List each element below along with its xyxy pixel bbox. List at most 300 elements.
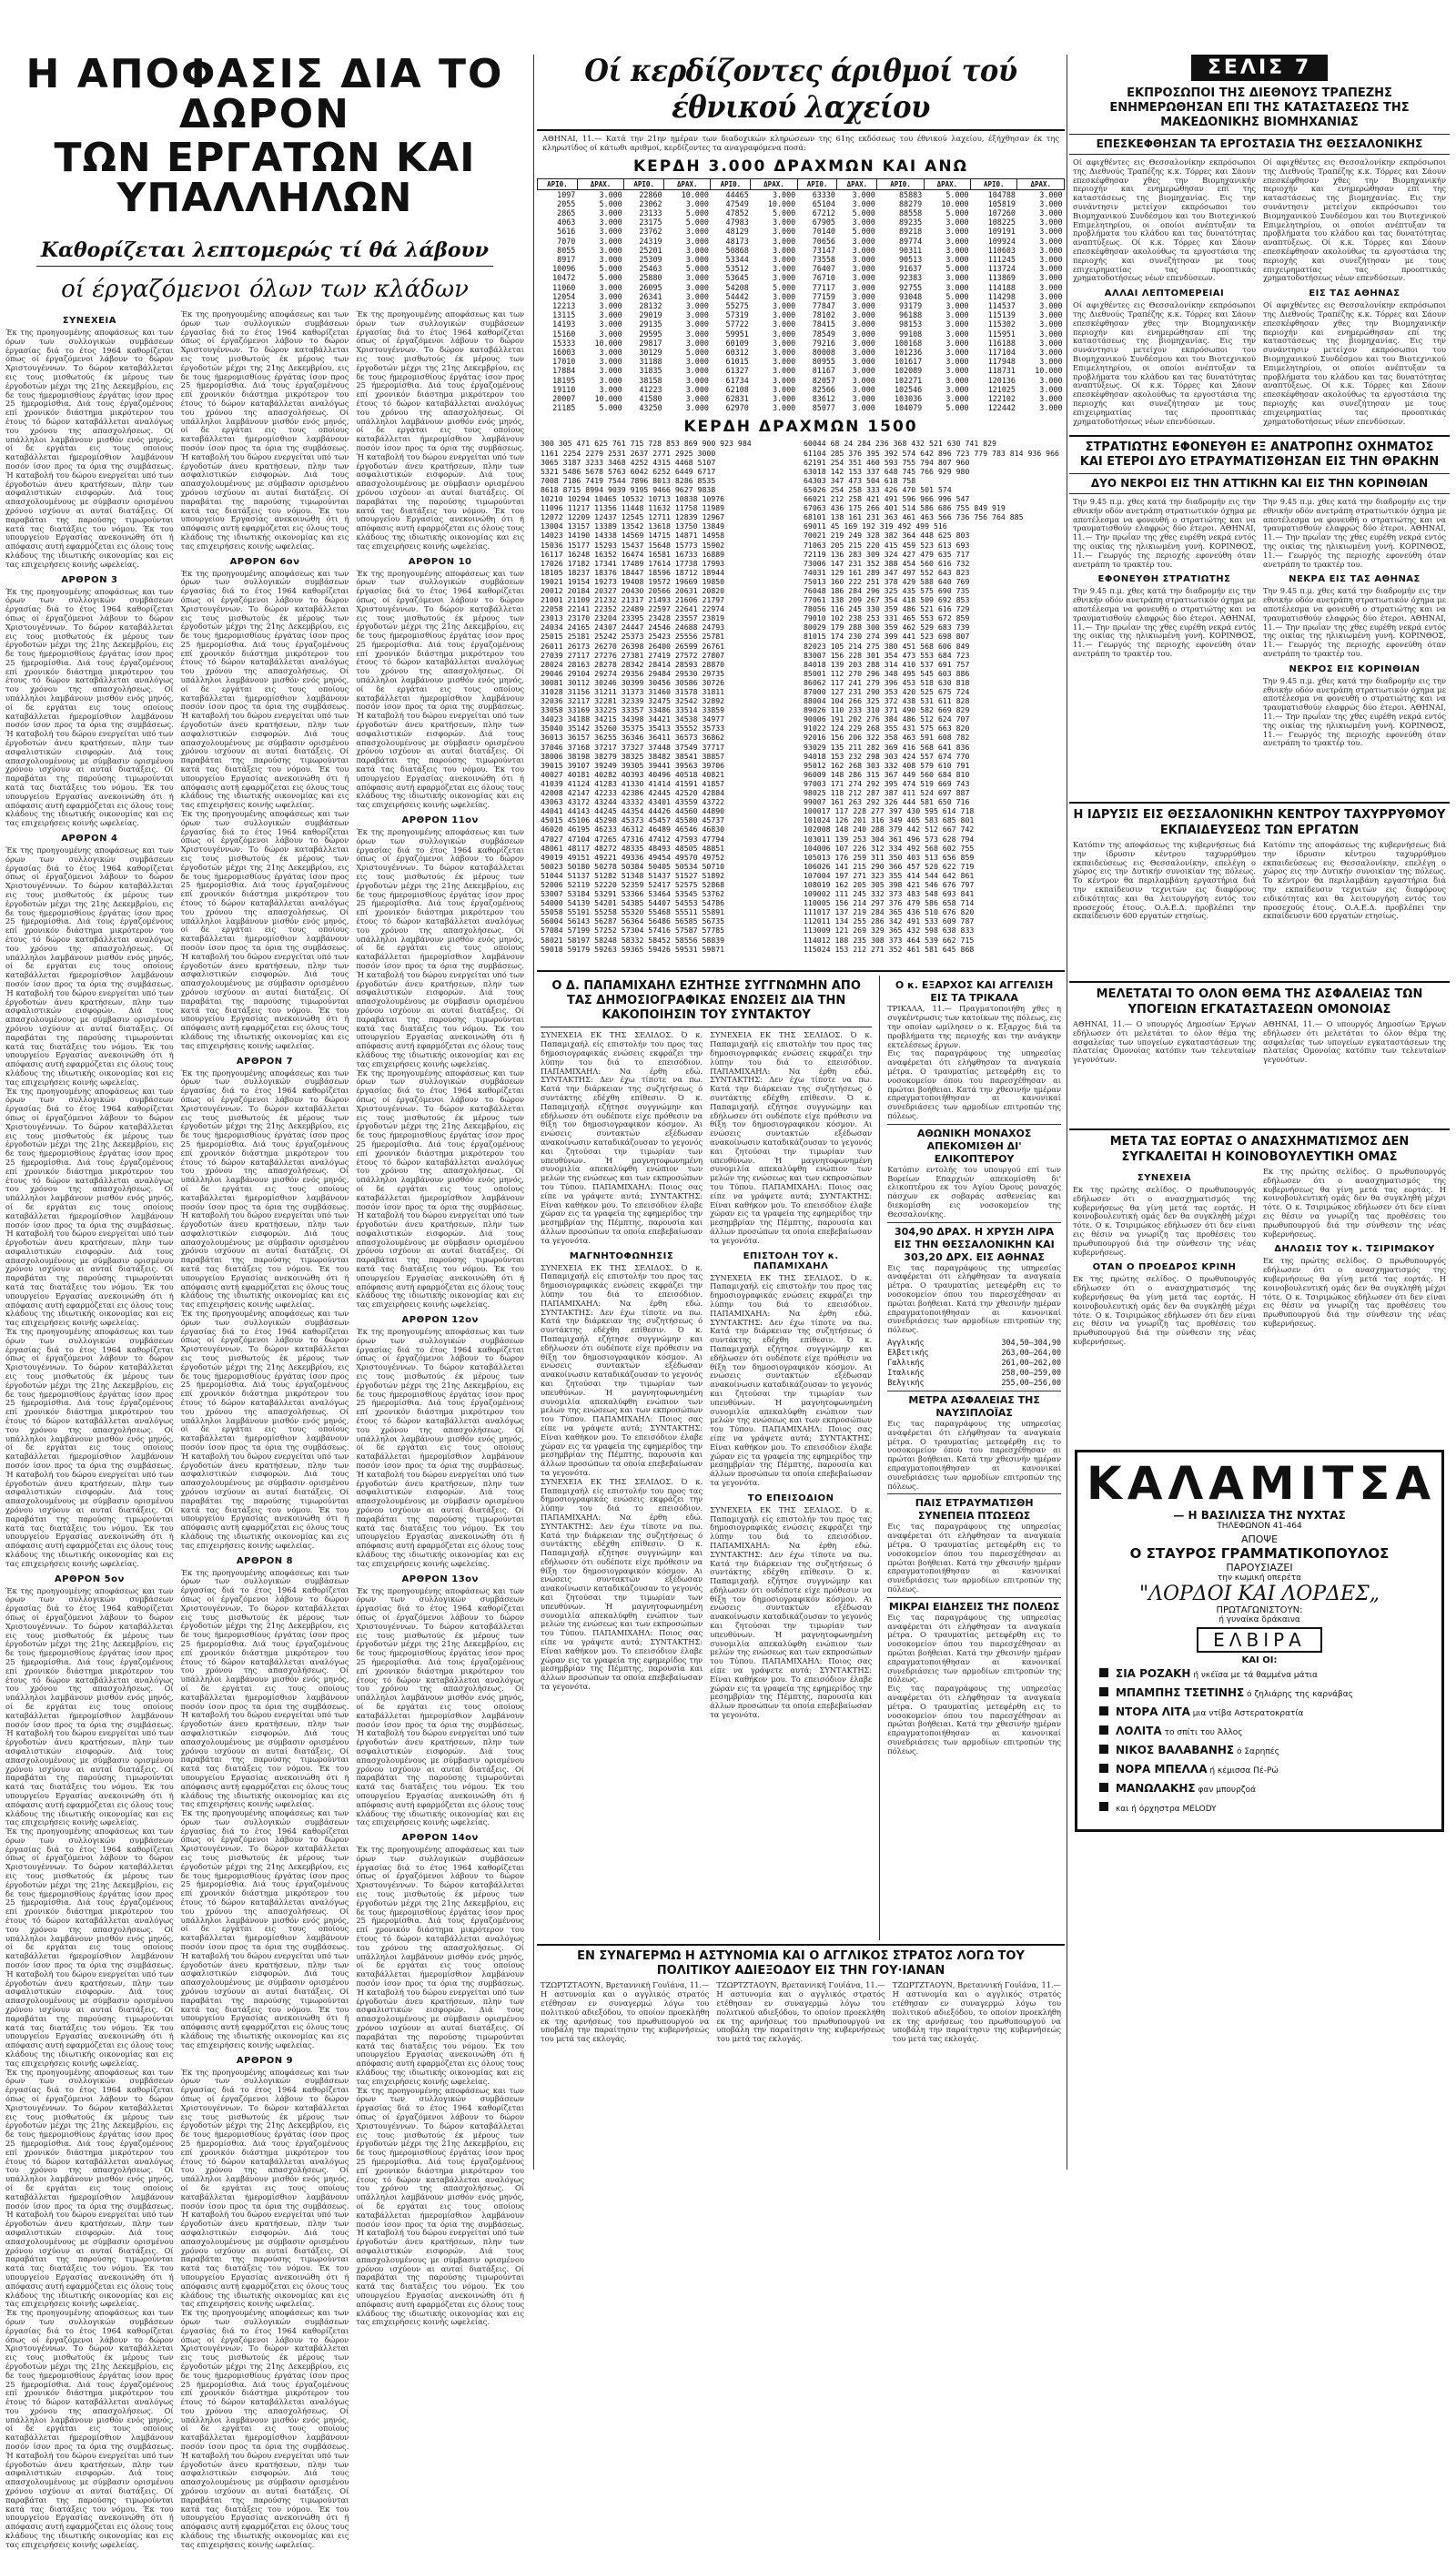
soldier-subtitle: ΔΥΟ ΝΕΚΡΟΙ ΕΙΣ ΤΗΝ ΑΤΤΙΚΗΝ ΚΑΙ ΕΙΣ ΤΗΝ ΚΟΡΙΝΘΙΑΝ xyxy=(1069,473,1450,494)
number-line: 91022 124 229 268 355 431 575 663 820 xyxy=(804,724,970,734)
table-cell: 3.000 xyxy=(772,264,796,274)
column-center xyxy=(537,0,1065,2179)
article-text: ΣΥΝΕΧΕΙΑ ΕΚ ΤΗΣ ΣΕΛΙΔΟΣ. Ό κ. Παπαμιχαήλ είς επιστολήν του προς τας δημοσιογραφικάς ενώσεις εκφράζει την λύπην του διά το επεισόδιον. ΠΑΠΑΜΙΧΑΗΛ: Να έρθη εδώ. ΣΥΝΤΑΚΤΗΣ: Δεν έχω τίποτε να πω. Κατά την διάρκειαν της συζητήσεως ό συντάκτης εδέχθη επίθεσιν. Ό κ. Παπαμιχαήλ εζήτησε συγγνώμην και εδήλωσεν ότι ουδέποτε είχε πρόθεσιν να θίξη τον δημοσιογραφικόν κόσμον. Αι ενώσεις συντακτών εξέδωσαν ανακοίνωσιν καταδικάζουσαν το γεγονός και ζητούσαι την τιμωρίαν των υπευθύνων. Ή μαγνητοφωνημένη συνομιλία απεκαλύφθη ενώπιον των μελών της ενώσεως και των εκπροσώπων του Τύπου. ΠΑΠΑΜΙΧΑΗΛ: Ποιος σας είπε να γράψετε αυτά; ΣΥΝΤΑΚΤΗΣ: Είναι καθήκον μου. Το επεισόδιον έλαβε χώραν εις τα γραφεία της εφημερίδος την μεσημβρίαν της Πέμπτης, παρουσία και άλλων προσώπων τα οποία επεβεβαίωσαν τα γεγονότα. xyxy=(710,1504,873,1720)
cast-desc: ό Σαρηπές xyxy=(1234,1747,1279,1756)
table-cell: 93179 xyxy=(898,301,923,311)
article-label: ΑΡΘΡΟΝ 13ον xyxy=(401,1574,479,1584)
number-line: 67063 436 175 266 401 514 586 686 755 849 919 xyxy=(804,503,1006,513)
number-line: 94018 153 232 298 303 424 557 674 770 xyxy=(804,751,970,761)
table-cell: 3.000 xyxy=(852,264,875,274)
number-line: 115024 153 212 271 352 461 581 645 868 xyxy=(804,944,975,954)
number-line: 102008 148 240 288 379 442 512 667 742 xyxy=(804,825,975,835)
cast-desc: μια ντίβα Αστερατοκρατία xyxy=(1189,1709,1304,1718)
table-cell: 5.000 xyxy=(945,208,969,218)
article-label: ΑΡΘΡΟΝ 14ον xyxy=(401,1833,479,1844)
lottery-headline: Οί κερδίζοντες άριθμοί τού έθνικού λαχείου xyxy=(584,53,1017,126)
table-cell: 10096 xyxy=(552,264,576,274)
monk-title: ΑΘΩΝΙΚΗ ΜΟΝΑΧΟΣ ΑΠΕΚΟΜΙΣΘΗ ΔΙ' ΕΛΙΚΟΠΤΕΡΟΥ xyxy=(916,1127,1032,1165)
table-cell: 12054 xyxy=(552,291,576,301)
article-text: ΑΘΗΝΑΙ, 11.— Ο υπουργός Δημοσίων Έργων εδήλωσεν ότι μελετάται το όλον θέμα της ασφαλείας των υπογείων εγκαταστάσεων της πλατείας Ομονοίας κατόπιν των τελευταίων γεγονότων. xyxy=(1263,1019,1446,1065)
table-cell: 92383 xyxy=(898,273,923,283)
table-cell: 1097 xyxy=(557,189,576,199)
article-text: Έκ της προηγουμένης αποφάσεως και των όρων των συλλογικών συμβάσεων έργασίας διά το έτος 1964 καθορίζεται όπως οί έργαζόμενοι λάβουν το δώρον Χριστουγέννων. Το δώρον καταβάλλεται εις τους μισθωτούς έκ μέρους των έργοδοτών μέχρι της 21ης Δεκεμβρίου, εις δε τους ήμερομισθίους έργάτας ίσον προς 25 ήμερομίσθια. Διά τους έργαζομένους επί χρονικόν διάστημα μικρότερον του έτους τό δώρον καταβάλλεται αναλόγως του χρόνου της απασχολήσεως. Οί υπάλληλοι λαμβάνουν μισθόν ενός μηνός, οί δε εργάται εις τους οποίους καταβάλλεται ήμερομίσθιον λαμβάνουν ποσόν ίσον προς τα όρια της συμβάσεως. Ή καταβολή του δώρου ενεργείται υπό των έργοδοτών άνευ κρατήσεων, πλην των ασφαλιστικών εισφορών. Διά τους απασχολουμένους με σύμβασιν ορισμένου χρόνου ισχύουν αι αυταί διατάξεις. Οί παραβάται της παρούσης τιμωρούνται κατά τας διατάξεις του νόμου. Έκ του υπουργείου Εργασίας ανεκοινώθη ότι ή απόφασις αυτή εφαρμόζεται εις όλους τους κλάδους της ιδιωτικής οικονομίας και εις τας επιχειρήσεις κοινής ωφελείας. xyxy=(5,586,174,828)
table-cell: 3.000 xyxy=(599,375,622,385)
table-cell: 3.000 xyxy=(945,319,969,329)
number-line: 12072 12209 12437 12545 12711 12839 12967 xyxy=(541,512,725,522)
table-cell: 104788 xyxy=(987,189,1016,199)
table-cell: 3.000 xyxy=(852,319,875,329)
subheadline: Καθορίζεται λεπτομερώς τί θά λάβουν xyxy=(36,238,493,267)
table-cell: 10.000 xyxy=(594,338,622,348)
table-row xyxy=(538,339,1065,348)
table-cell: 22860 xyxy=(639,189,662,199)
article-label: ΕΙΣ ΤΑΣ ΑΘΗΝΑΣ xyxy=(1309,288,1400,299)
number-line: 100017 117 228 277 397 430 595 614 718 xyxy=(804,806,975,816)
table-cell: 18195 xyxy=(552,375,576,385)
table-cell: 107260 xyxy=(987,208,1016,218)
table-cell: 3.000 xyxy=(1039,236,1063,246)
table-cell: 21185 xyxy=(552,403,576,413)
table-cell: 3.000 xyxy=(772,375,796,385)
table-cell: 15333 xyxy=(552,338,576,348)
article-text: Εκ της πρώτης σελίδος. Ο πρωθυπουργός εδήλωσεν ότι ο ανασχηματισμός της κυβερνήσεως θα γίνη μετά τας εορτάς. Η κοινοβουλευτική ομάς δεν θα συγκληθή μέχρι τότε. Ο κ. Τσιριμώκος εδήλωσεν ότι δεν είναι εις θέσιν να γνωρίζη τας προθέσεις του πρωθυπουργού διά την σύνθεσιν της νέας κυβερνήσεως. xyxy=(1263,1256,1446,1328)
article-label: ΑΡΘΡΟΝ 12ον xyxy=(401,1315,479,1326)
number-line: 23013 23170 23204 23395 23428 23557 23819 xyxy=(541,613,725,623)
number-line: 107004 197 271 323 355 414 544 642 861 xyxy=(804,870,975,880)
number-line: 19021 19154 19273 19408 19572 19669 19850 xyxy=(541,576,725,586)
table-cell: 5.000 xyxy=(685,218,709,228)
number-line: 76048 186 284 296 325 435 575 690 735 xyxy=(804,585,970,595)
article-label: ΑΡΘΡΟΝ 6ον xyxy=(229,556,300,567)
table-cell: 57722 xyxy=(725,319,749,329)
number-line: 70021 219 249 328 382 364 448 625 803 xyxy=(804,531,970,541)
table-cell: 79216 xyxy=(812,338,835,348)
table-cell: 5616 xyxy=(557,227,576,237)
table-cell: 3.000 xyxy=(599,348,622,358)
table-cell: 41223 xyxy=(639,384,662,394)
article-label: ΝΕΚΡΟΣ ΕΙΣ ΚΟΡΙΝΘΙΑΝ xyxy=(1289,663,1421,674)
cast-item xyxy=(1099,1723,1432,1742)
table-cell: 3.000 xyxy=(1039,329,1063,339)
table-cell: 3.000 xyxy=(772,236,796,246)
table-cell: 98153 xyxy=(898,319,923,329)
article-label: ΑΡΘΡΟΝ 4 xyxy=(61,834,118,845)
table-row xyxy=(538,310,1065,319)
city-news-title: ΜΙΚΡΑΙ ΕΙΔΗΣΕΙΣ ΤΗΣ ΠΟΛΕΩΣ xyxy=(888,1600,1060,1613)
table-cell: 3.000 xyxy=(772,403,796,413)
table-cell: 19110 xyxy=(552,384,576,394)
cast-desc: φαν μπουρζοά xyxy=(1195,1786,1257,1795)
article-text: Έκ της προηγουμένης αποφάσεως και των όρων των συλλογικών συμβάσεων έργασίας διά το έτος 1964 καθορίζεται όπως οί έργαζόμενοι λάβουν το δώρον Χριστουγέννων. Το δώρον καταβάλλεται εις τους μισθωτούς έκ μέρους των έργοδοτών μέχρι της 21ης Δεκεμβρίου, εις δε τους ήμερομισθίους έργάτας ίσον προς 25 ήμερομίσθια. Διά τους έργαζομένους επί χρονικόν διάστημα μικρότερον του έτους τό δώρον καταβάλλεται αναλόγως του χρόνου της απασχολήσεως. Οί υπάλληλοι λαμβάνουν μισθόν ενός μηνός, οί δε εργάται εις τους οποίους καταβάλλεται ήμερομίσθιον λαμβάνουν ποσόν ίσον προς τα όρια της συμβάσεως. Ή καταβολή του δώρου ενεργείται υπό των έργοδοτών άνευ κρατήσεων, πλην των ασφαλιστικών εισφορών. Διά τους απασχολουμένους με σύμβασιν ορισμένου χρόνου ισχύουν αι αυταί διατάξεις. Οί παραβάται της παρούσης τιμωρούνται κατά τας διατάξεις του νόμου. Έκ του υπουργείου Εργασίας ανεκοινώθη ότι ή απόφασις αυτή εφαρμόζεται εις όλους τους κλάδους της ιδιωτικής οικονομίας και εις τας επιχειρήσεις κοινής ωφελείας. xyxy=(180,1567,349,1809)
article-body xyxy=(5,309,525,2549)
number-line: 109002 111 245 332 373 483 548 693 841 xyxy=(804,889,975,899)
big-prizes-table xyxy=(537,178,1065,413)
table-cell: 3.000 xyxy=(945,338,969,348)
table-cell: 3.000 xyxy=(852,366,875,376)
table-cell: 3.000 xyxy=(852,310,875,320)
table-cell: 12213 xyxy=(552,301,576,311)
number-line: 113009 121 269 329 365 432 598 638 833 xyxy=(804,926,975,936)
table-cell: 5.000 xyxy=(852,208,875,218)
ad-cast-list xyxy=(1087,1665,1432,1818)
cast-item xyxy=(1099,1665,1432,1685)
table-row xyxy=(538,348,1065,357)
table-cell: 3.000 xyxy=(772,273,796,283)
big-prizes-title: ΚΕΡΔΗ 3.000 ΔΡΑΧΜΩΝ ΚΑΙ ΑΝΩ xyxy=(632,157,969,176)
table-cell: 3.000 xyxy=(599,366,622,376)
column-left xyxy=(0,0,530,2549)
article-text: Εις τας παραγράφους της υπηρεσίας αναφέρεται ότι ελήφθησαν τα αναγκαία μέτρα. Ο τραυματίας μετεφέρθη εις το νοσοκομείον όπου του παρεσχέθησαν αι πρώται βοήθειαι. Κατά την χθεσινήν ημέραν επραγματοποιήθησαν αι κανονικαί συνεδριάσεις των αρμοδίων επιτροπών της πόλεως. xyxy=(887,1048,1061,1121)
table-cell: 3.000 xyxy=(772,245,796,255)
divider xyxy=(1069,1128,1450,1130)
article-text: Οί αφιχθέντες εις Θεσσαλονίκην εκπρόσωποι της Διεθνούς Τραπέζης κ.κ. Τόρρες και Σάουν επεσκέφθησαν χθες την Βιομηχανικήν περιοχήν και ενημερώθησαν επί της καταστάσεως της βιομηχανίας. Εις την συνάντησιν μετείχον εκπρόσωποι του Βιομηχανικού Συνδέσμου και του Βιοτεχνικού Επιμελητηρίου, οι οποίοι ανέπτυξαν τα προβλήματα του κλάδου και τας δυνατότητας αναπτύξεως. Οί κ.κ. Τόρρες και Σάουν επεσκέφθησαν ακολούθως τα εργοστάσια της περιοχής και συνεζήτησαν με τους επιχειρηματίας τας προοπτικάς χρηματοδοτήσεως νέων επενδύσεων. xyxy=(1073,157,1256,283)
cast-desc: ή κέμισσα Πέ-Ρώ xyxy=(1207,1766,1279,1776)
article-text: Έκ της προηγουμένης αποφάσεως και των όρων των συλλογικών συμβάσεων έργασίας διά το έτος 1964 καθορίζεται όπως οί έργαζόμενοι λάβουν το δώρον Χριστουγέννων. Το δώρον καταβάλλεται εις τους μισθωτούς έκ μέρους των έργοδοτών μέχρι της 21ης Δεκεμβρίου, εις δε τους ήμερομισθίους έργάτας ίσον προς 25 ήμερομίσθια. Διά τους έργαζομένους επί χρονικόν διάστημα μικρότερον του έτους τό δώρον καταβάλλεται αναλόγως του χρόνου της απασχολήσεως. Οί υπάλληλοι λαμβάνουν μισθόν ενός μηνός, οί δε εργάται εις τους οποίους καταβάλλεται ήμερομίσθιον λαμβάνουν ποσόν ίσον προς τα όρια της συμβάσεως. Ή καταβολή του δώρου ενεργείται υπό των έργοδοτών άνευ κρατήσεων, πλην των ασφαλιστικών εισφορών. Διά τους απασχολουμένους με σύμβασιν ορισμένου χρόνου ισχύουν αι αυταί διατάξεις. Οί παραβάται της παρούσης τιμωρούνται κατά τας διατάξεις του νόμου. Έκ του υπουργείου Εργασίας ανεκοινώθη ότι ή απόφασις αυτή εφαρμόζεται εις όλους τους κλάδους της ιδιωτικής οικονομίας και εις τας επιχειρήσεις κοινής ωφελείας. xyxy=(180,1309,349,1550)
table-cell: 3.000 xyxy=(599,291,622,301)
table-cell: 77847 xyxy=(812,301,835,311)
table-cell: 55275 xyxy=(725,301,749,311)
table-cell: 3.000 xyxy=(685,236,709,246)
number-line: 3065 3187 3233 3468 4252 4315 4468 5107 xyxy=(541,457,716,467)
number-line: 40027 40181 40282 40393 40496 40518 40821 xyxy=(541,769,725,779)
table-header: ΑΡΙΘ. xyxy=(624,178,664,189)
table-cell: 3.000 xyxy=(852,384,875,394)
number-line: 92016 156 206 322 358 463 591 608 782 xyxy=(804,733,970,743)
number-line: 112011 134 255 286 342 491 533 609 787 xyxy=(804,916,975,926)
number-line: 77061 138 209 267 354 418 509 692 853 xyxy=(804,595,970,605)
theater-advertisement xyxy=(1075,1450,1444,1832)
number-line: 69011 45 169 192 319 492 499 516 xyxy=(804,521,947,531)
table-row xyxy=(538,227,1065,236)
table-cell: 26341 xyxy=(639,291,662,301)
coin-price: 258,00—259,00 xyxy=(1001,1367,1061,1377)
table-cell: 76407 xyxy=(812,264,835,274)
number-line: 57084 57199 57252 57304 57416 57587 57785 xyxy=(541,926,725,936)
table-cell: 3.000 xyxy=(852,301,875,311)
table-cell: 53512 xyxy=(725,264,749,274)
table-cell: 3.000 xyxy=(852,394,875,404)
article-label: ΑΡΘΡΟΝ 8 xyxy=(236,1555,294,1566)
apology-title: Ο Δ. ΠΑΠΑΜΙΧΑΗΛ ΕΖΗΤΗΣΕ ΣΥΓΓΝΩΜΗΝ ΑΠΟ ΤΑΣ ΔΗΜΟΣΙΟΓΡΑΦΙΚΑΣ ΕΝΩΣΕΙΣ ΔΙΑ ΤΗΝ ΚΑΚΟΠΟΙΗΣΙΝ ΤΟΥ ΣΥΝΤΑΚΤΟΥ xyxy=(541,976,872,1027)
number-line: 29046 29104 29274 29356 29484 29530 29735 xyxy=(541,668,725,678)
table-row xyxy=(538,376,1065,385)
table-cell: 3.000 xyxy=(685,319,709,329)
table-cell: 3.000 xyxy=(1039,227,1063,237)
table-cell: 67212 xyxy=(812,208,835,218)
table-cell: 54442 xyxy=(725,291,749,301)
gold-prices xyxy=(887,1338,1061,1388)
table-cell: 48173 xyxy=(725,236,749,246)
soldier-article xyxy=(1069,498,1450,798)
table-row xyxy=(538,199,1065,208)
table-cell: 3.000 xyxy=(685,310,709,320)
table-cell: 3.000 xyxy=(772,227,796,237)
table-cell: 23762 xyxy=(639,227,662,237)
table-cell: 3.000 xyxy=(685,291,709,301)
table-cell: 5.000 xyxy=(945,291,969,301)
table-cell: 29595 xyxy=(639,329,662,339)
article-text: Εις τας παραγράφους της υπηρεσίας αναφέρεται ότι ελήφθησαν τα αναγκαία μέτρα. Ο τραυματίας μετεφέρθη εις το νοσοκομείον όπου του παρεσχέθησαν αι πρώται βοήθειαι. Κατά την χθεσινήν ημέραν επραγματοποιήθησαν αι κανονικαί συνεδριάσεις των αρμοδίων επιτροπών της πόλεως. xyxy=(887,1612,1061,1685)
gold-title: 304,90 ΔΡΑΧ. Η ΧΡΥΣΗ ΛΙΡΑ ΕΙΣ ΤΗΝ ΘΕΣΣΑΛΟΝΙΚΗΝ ΚΑΙ 303,20 ΔΡΧ. ΕΙΣ ΑΘΗΝΑΣ xyxy=(894,1225,1055,1263)
bullet-icon xyxy=(1099,1802,1108,1811)
table-cell: 3.000 xyxy=(599,245,622,255)
table-cell: 3.000 xyxy=(1039,338,1063,348)
table-row xyxy=(538,319,1065,329)
article-label: ΝΕΚΡΑ ΕΙΣ ΤΑΣ ΑΘΗΝΑΣ xyxy=(1289,574,1421,585)
table-cell: 23062 xyxy=(639,198,662,208)
table-header: ΑΡΙΘ. xyxy=(797,178,837,189)
article-text: Έκ της προηγουμένης αποφάσεως και των όρων των συλλογικών συμβάσεων έργασίας διά το έτος 1964 καθορίζεται όπως οί έργαζόμενοι λάβουν το δώρον Χριστουγέννων. Το δώρον καταβάλλεται εις τους μισθωτούς έκ μέρους των έργοδοτών μέχρι της 21ης Δεκεμβρίου, εις δε τους ήμερομισθίους έργάτας ίσον προς 25 ήμερομίσθια. Διά τους έργαζομένους επί χρονικόν διάστημα μικρότερον του έτους τό δώρον καταβάλλεται αναλόγως του χρόνου της απασχολήσεως. Οί υπάλληλοι λαμβάνουν μισθόν ενός μηνός, οί δε εργάται εις τους οποίους καταβάλλεται ήμερομίσθιον λαμβάνουν ποσόν ίσον προς τα όρια της συμβάσεως. Ή καταβολή του δώρου ενεργείται υπό των έργοδοτών άνευ κρατήσεων, πλην των ασφαλιστικών εισφορών. Διά τους απασχολουμένους με σύμβασιν ορισμένου χρόνου ισχύουν αι αυταί διατάξεις. Οί παραβάται της παρούσης τιμωρούνται κατά τας διατάξεις του νόμου. Έκ του υπουργείου Εργασίας ανεκοινώθη ότι ή απόφασις αυτή εφαρμόζεται εις όλους τους κλάδους της ιδιωτικής οικονομίας και εις τας επιχειρήσεις κοινής ωφελείας. xyxy=(180,568,349,810)
number-line: 73006 147 231 352 388 454 560 616 732 xyxy=(804,558,970,568)
coin-name: Ελβετικής xyxy=(887,1347,929,1357)
article-text: Κατόπιν της αποφάσεως της κυβερνήσεως διά την ίδρυσιν κέντρου ταχυρρύθμου εκπαιδεύσεως εις Θεσσαλονίκην, επελέγη ο χώρος εις την Δυτικήν συνοικίαν της πόλεως. Το κέντρον θα περιλαμβάνη εργαστήρια διά την εκπαίδευσιν τεχνιτών εις διαφόρους ειδικότητας και θα λειτουργήση εντός του προσεχούς έτους. Ο.Α.Ε.Δ. προβλέπει την εκπαίδευσιν 600 εργατών ετησίως. xyxy=(1073,840,1256,921)
table-cell: 3.000 xyxy=(852,338,875,348)
table-cell: 80008 xyxy=(812,348,835,358)
table-cell: 3.000 xyxy=(772,189,796,199)
cast-item xyxy=(1099,1780,1432,1799)
table-cell: 73558 xyxy=(812,255,835,265)
cast-desc: και ή όρχηστρα MELODY xyxy=(1116,1805,1217,1814)
table-cell: 3.000 xyxy=(772,366,796,376)
table-cell: 85077 xyxy=(812,403,835,413)
table-row xyxy=(538,283,1065,292)
table-cell: 73147 xyxy=(812,245,835,255)
number-line: 28024 28163 28278 28342 28414 28593 28870 xyxy=(541,659,725,669)
table-cell: 3.000 xyxy=(1039,264,1063,274)
table-cell: 61327 xyxy=(725,366,749,376)
cast-name: ΝΤΟΡΑ ΛΙΤΑ xyxy=(1116,1705,1190,1718)
table-cell: 3.000 xyxy=(852,403,875,413)
number-line: 22058 22141 22352 22489 22597 22641 22974 xyxy=(541,604,725,614)
number-line: 108019 162 205 305 398 421 546 676 797 xyxy=(804,879,975,889)
number-line: 52006 52119 52220 52359 52417 52575 52868 xyxy=(541,879,725,889)
article-text: Εκ της πρώτης σελίδος. Ο πρωθυπουργός εδήλωσεν ότι ο ανασχηματισμός της κυβερνήσεως θα γίνη μετά τας εορτάς. Η κοινοβουλευτική ομάς δεν θα συγκληθή μέχρι τότε. Ο κ. Τσιριμώκος εδήλωσεν ότι δεν είναι εις θέσιν να γνωρίζη τας προθέσεις του πρωθυπουργού διά την σύνθεσιν της νέας κυβερνήσεως. xyxy=(1263,1167,1446,1239)
article-label: ΑΡΘΡΟΝ 9 xyxy=(236,2055,294,2066)
table-cell: 62970 xyxy=(725,403,749,413)
table-header: ΔΡΑΧ. xyxy=(924,178,970,189)
table-cell: 3.000 xyxy=(852,273,875,283)
article-text: Έκ της προηγουμένης αποφάσεως και των όρων των συλλογικών συμβάσεων έργασίας διά το έτος 1964 καθορίζεται όπως οί έργαζόμενοι λάβουν το δώρον Χριστουγέννων. Το δώρον καταβάλλεται εις τους μισθωτούς έκ μέρους των έργοδοτών μέχρι της 21ης Δεκεμβρίου, εις δε τους ήμερομισθίους έργάτας ίσον προς 25 ήμερομίσθια. Διά τους έργαζομένους επί χρονικόν διάστημα μικρότερον του έτους τό δώρον καταβάλλεται αναλόγως του χρόνου της απασχολήσεως. Οί υπάλληλοι λαμβάνουν μισθόν ενός μηνός, οί δε εργάται εις τους οποίους καταβάλλεται ήμερομίσθιον λαμβάνουν ποσόν ίσον προς τα όρια της συμβάσεως. Ή καταβολή του δώρου ενεργείται υπό των έργοδοτών άνευ κρατήσεων, πλην των ασφαλιστικών εισφορών. Διά τους απασχολουμένους με σύμβασιν ορισμένου χρόνου ισχύουν αι αυταί διατάξεις. Οί παραβάται της παρούσης τιμωρούνται κατά τας διατάξεις του νόμου. Έκ του υπουργείου Εργασίας ανεκοινώθη ότι ή απόφασις αυτή εφαρμόζεται εις όλους τους κλάδους της ιδιωτικής οικονομίας και εις τας επιχειρήσεις κοινής ωφελείας. xyxy=(5,1327,174,1568)
article-text: ΤΖΩΡΤΖΤΑΟΥΝ, Βρεταννική Γουϊάνα, 11.— Η αστυνομία και ο αγγλικός στρατός ετέθησαν εν συναγερμώ λόγω του πολιτικού αδιεξόδου, το οποίον προεκλήθη εκ της αρνήσεως του πρωθυπουργού να υποβάλη την παραίτησιν της κυβερνήσεώς του μετά τας εκλογάς. xyxy=(892,1980,1061,2044)
subheadline-2: οί έργαζόμενοι όλων των κλάδων xyxy=(61,276,469,303)
table-cell: 20007 xyxy=(552,394,576,404)
table-cell: 76710 xyxy=(812,273,835,283)
table-cell: 96188 xyxy=(898,310,923,320)
table-cell: 47852 xyxy=(725,208,749,218)
number-line: 55058 55191 55258 55320 55468 55511 55891 xyxy=(541,907,725,917)
table-cell: 113724 xyxy=(987,264,1016,274)
table-cell: 78102 xyxy=(812,310,835,320)
table-cell: 121025 xyxy=(987,384,1016,394)
table-cell: 3.000 xyxy=(1039,245,1063,255)
article-text: Έκ της προηγουμένης αποφάσεως και των όρων των συλλογικών συμβάσεων έργασίας διά το έτος 1964 καθορίζεται όπως οί έργαζόμενοι λάβουν το δώρον Χριστουγέννων. Το δώρον καταβάλλεται εις τους μισθωτούς έκ μέρους των έργοδοτών μέχρι της 21ης Δεκεμβρίου, εις δε τους ήμερομισθίους έργάτας ίσον προς 25 ήμερομίσθια. Διά τους έργαζομένους επί χρονικόν διάστημα μικρότερον του έτους τό δώρον καταβάλλεται αναλόγως του χρόνου της απασχολήσεως. Οί υπάλληλοι λαμβάνουν μισθόν ενός μηνός, οί δε εργάται εις τους οποίους καταβάλλεται ήμερομίσθιον λαμβάνουν ποσόν ίσον προς τα όρια της συμβάσεως. Ή καταβολή του δώρου ενεργείται υπό των έργοδοτών άνευ κρατήσεων, πλην των ασφαλιστικών εισφορών. Διά τους απασχολουμένους με σύμβασιν ορισμένου χρόνου ισχύουν αι αυταί διατάξεις. Οί παραβάται της παρούσης τιμωρούνται κατά τας διατάξεις του νόμου. Έκ του υπουργείου Εργασίας ανεκοινώθη ότι ή απόφασις αυτή εφαρμόζεται εις όλους τους κλάδους της ιδιωτικής οικονομίας και εις τας επιχειρήσεις κοινής ωφελείας. xyxy=(180,1068,349,1310)
table-cell: 3.000 xyxy=(772,329,796,339)
cast-item xyxy=(1099,1761,1432,1780)
number-line: 74031 129 161 289 347 497 552 643 823 xyxy=(804,567,970,577)
soldier-title: ΣΤΡΑΤΙΩΤΗΣ ΕΦΟΝΕΥΘΗ ΕΞ ΑΝΑΤΡΟΠΗΣ ΟΧΗΜΑΤΟΣ ΚΑΙ ΕΤΕΡΟΙ ΔΥΟ ΕΤΡΑΥΜΑΤΙΣΘΗΣΑΝ ΕΙΣ ΤΗΝ ΘΡΑΚΗΝ xyxy=(1079,440,1440,469)
table-cell: 30129 xyxy=(639,348,662,358)
article-text: Εις τας παραγράφους της υπηρεσίας αναφέρεται ότι ελήφθησαν τα αναγκαία μέτρα. Ο τραυματίας μετεφέρθη εις το νοσοκομείον όπου του παρεσχέθησαν αι πρώται βοήθειαι. Κατά την χθεσινήν ημέραν επραγματοποιήθησαν αι κανονικαί συνεδριάσεις των αρμοδίων επιτροπών της πόλεως. xyxy=(887,1262,1061,1335)
table-cell: 3.000 xyxy=(599,310,622,320)
article-text: Εκ της πρώτης σελίδος. Ο πρωθυπουργός εδήλωσεν ότι ο ανασχηματισμός της κυβερνήσεως θα γίνη μετά τας εορτάς. Η κοινοβουλευτική ομάς δεν θα συγκληθή μέχρι τότε. Ο κ. Τσιριμώκος εδήλωσεν ότι δεν είναι εις θέσιν να γνωρίζη τας προθέσεις του πρωθυπουργού διά την σύνθεσιν της νέας κυβερνήσεως. xyxy=(1073,1274,1256,1346)
table-cell: 3.000 xyxy=(945,357,969,367)
divider xyxy=(537,970,1065,972)
number-line: 62191 254 351 460 593 755 794 807 960 xyxy=(804,457,970,467)
article-label: ΑΛΛΑΙ ΛΕΠΤΟΜΕΡΕΙΑΙ xyxy=(1104,288,1225,299)
number-line: 61104 285 376 395 392 574 642 896 723 779 783 814 936 966 xyxy=(804,448,1059,458)
table-cell: 114537 xyxy=(987,301,1016,311)
table-cell: 3.000 xyxy=(852,236,875,246)
coin-name: Ιταλικής xyxy=(887,1367,925,1377)
number-line: 44041 44143 44245 44354 44426 44560 44890 xyxy=(541,806,725,816)
table-cell: 61734 xyxy=(725,375,749,385)
article-label: ΟΤΑΝ Ο ΠΡΟΕΔΡΟΣ ΚΡΙΝΗ xyxy=(1092,1262,1237,1273)
number-line: 98025 118 212 287 387 411 524 697 887 xyxy=(804,788,970,798)
article-text: Την 9.45 π.μ. χθες κατά την διαδρομήν εις την εθνικήν οδόν ανετράπη στρατιωτικόν όχημα με αποτέλεσμα να φονευθή ο στρατιώτης και να τραυματισθούν ελαφρώς δύο έτεροι. ΑΘΗΝΑΙ, 11.— Την πρωΐαν της χθες ευρέθη νεκρά εντός της οικίας της ηλικιωμένη γυνή. ΚΟΡΙΝΘΟΣ, 11.— Γεωργός της περιοχής εφονεύθη όταν ανετράπη το τρακτέρ του. xyxy=(1263,675,1446,748)
table-cell: 3.000 xyxy=(772,348,796,358)
number-line: 64303 347 473 504 618 758 xyxy=(804,475,916,485)
table-cell: 5.000 xyxy=(599,273,622,283)
article-text: Κατόπιν της αποφάσεως της κυβερνήσεως διά την ίδρυσιν κέντρου ταχυρρύθμου εκπαιδεύσεως εις Θεσσαλονίκην, επελέγη ο χώρος εις την Δυτικήν συνοικίαν της πόλεως. Το κέντρον θα περιλαμβάνη εργαστήρια διά την εκπαίδευσιν τεχνιτών εις διαφόρους ειδικότητας και θα λειτουργήση εντός του προσεχούς έτους. Ο.Α.Ε.Δ. προβλέπει την εκπαίδευσιν 600 εργατών ετησίως. xyxy=(1263,840,1446,921)
bullet-icon xyxy=(1099,1745,1108,1754)
table-cell: 3.000 xyxy=(945,301,969,311)
table-cell: 57319 xyxy=(725,310,749,320)
table-cell: 3.000 xyxy=(599,384,622,394)
number-line: 58021 58197 58248 58332 58452 58556 58839 xyxy=(541,935,725,945)
ad-elvira: ΕΛΒΙΡΑ xyxy=(1197,1627,1322,1653)
table-cell: 43250 xyxy=(639,403,662,413)
number-line: 41039 41124 41283 41330 41414 41591 41857 xyxy=(541,778,725,788)
table-cell: 3.000 xyxy=(1039,208,1063,218)
article-text: Έκ της προηγουμένης αποφάσεως και των όρων των συλλογικών συμβάσεων έργασίας διά το έτος 1964 καθορίζεται όπως οί έργαζόμενοι λάβουν το δώρον Χριστουγέννων. Το δώρον καταβάλλεται εις τους μισθωτούς έκ μέρους των έργοδοτών μέχρι της 21ης Δεκεμβρίου, εις δε τους ήμερομισθίους έργάτας ίσον προς 25 ήμερομίσθια. Διά τους έργαζομένους επί χρονικόν διάστημα μικρότερον του έτους τό δώρον καταβάλλεται αναλόγως του χρόνου της απασχολήσεως. Οί υπάλληλοι λαμβάνουν μισθόν ενός μηνός, οί δε εργάται εις τους οποίους καταβάλλεται ήμερομίσθιον λαμβάνουν ποσόν ίσον προς τα όρια της συμβάσεως. Ή καταβολή του δώρου ενεργείται υπό των έργοδοτών άνευ κρατήσεων, πλην των ασφαλιστικών εισφορών. Διά τους απασχολουμένους με σύμβασιν ορισμένου χρόνου ισχύουν αι αυταί διατάξεις. Οί παραβάται της παρούσης τιμωρούνται κατά τας διατάξεις του νόμου. Έκ του υπουργείου Εργασίας ανεκοινώθη ότι ή απόφασις αυτή εφαρμόζεται εις όλους τους κλάδους της ιδιωτικής οικονομίας και εις τας επιχειρήσεις κοινής ωφελείας. xyxy=(5,2067,174,2309)
article-text: Έκ της προηγουμένης αποφάσεως και των όρων των συλλογικών συμβάσεων έργασίας διά το έτος 1964 καθορίζεται όπως οί έργαζόμενοι λάβουν το δώρον Χριστουγέννων. Το δώρον καταβάλλεται εις τους μισθωτούς έκ μέρους των έργοδοτών μέχρι της 21ης Δεκεμβρίου, εις δε τους ήμερομισθίους έργάτας ίσον προς 25 ήμερομίσθια. Διά τους έργαζομένους επί χρονικόν διάστημα μικρότερον του έτους τό δώρον καταβάλλεται αναλόγως του χρόνου της απασχολήσεως. Οί υπάλληλοι λαμβάνουν μισθόν ενός μηνός, οί δε εργάται εις τους οποίους καταβάλλεται ήμερομίσθιον λαμβάνουν ποσόν ίσον προς τα όρια της συμβάσεως. Ή καταβολή του δώρου ενεργείται υπό των έργοδοτών άνευ κρατήσεων, πλην των ασφαλιστικών εισφορών. Διά τους απασχολουμένους με σύμβασιν ορισμένου χρόνου ισχύουν αι αυταί διατάξεις. Οί παραβάται της παρούσης τιμωρούνται κατά τας διατάξεις του νόμου. Έκ του υπουργείου Εργασίας ανεκοινώθη ότι ή απόφασις αυτή εφαρμόζεται εις όλους τους κλάδους της ιδιωτικής οικονομίας και εις τας επιχειρήσεις κοινής ωφελείας. xyxy=(180,309,349,551)
safety-article xyxy=(1069,1017,1450,1125)
table-cell: 3.000 xyxy=(685,338,709,348)
cast-item xyxy=(1099,1685,1432,1704)
table-cell: 3.000 xyxy=(1039,218,1063,228)
table-cell: 89774 xyxy=(898,236,923,246)
article-label: ΑΡΘΡΟΝ 5ον xyxy=(54,1574,125,1584)
number-line: 35040 35142 35260 35375 35413 35552 35733 xyxy=(541,724,725,734)
cast-name: ΛΟΛΙΤΑ xyxy=(1116,1725,1162,1737)
number-line: 88004 104 266 325 372 438 531 611 828 xyxy=(804,696,970,706)
number-line: 65026 254 258 333 426 470 501 574 xyxy=(804,484,952,494)
cast-item xyxy=(1099,1742,1432,1761)
number-line: 32036 32117 32281 32339 32475 32542 32892 xyxy=(541,696,725,706)
table-cell: 99108 xyxy=(898,329,923,339)
cast-name: ΜΑΝΩΛΑΚΗΣ xyxy=(1116,1782,1196,1795)
article-text: Έκ της προηγουμένης αποφάσεως και των όρων των συλλογικών συμβάσεων έργασίας διά το έτος 1964 καθορίζεται όπως οί έργαζόμενοι λάβουν το δώρον Χριστουγέννων. Το δώρον καταβάλλεται εις τους μισθωτούς έκ μέρους των έργοδοτών μέχρι της 21ης Δεκεμβρίου, εις δε τους ήμερομισθίους έργάτας ίσον προς 25 ήμερομίσθια. Διά τους έργαζομένους επί χρονικόν διάστημα μικρότερον του έτους τό δώρον καταβάλλεται αναλόγως του χρόνου της απασχολήσεως. Οί υπάλληλοι λαμβάνουν μισθόν ενός μηνός, οί δε εργάται εις τους οποίους καταβάλλεται ήμερομίσθιον λαμβάνουν ποσόν ίσον προς τα όρια της συμβάσεως. Ή καταβολή του δώρου ενεργείται υπό των έργοδοτών άνευ κρατήσεων, πλην των ασφαλιστικών εισφορών. Διά τους απασχολουμένους με σύμβασιν ορισμένου χρόνου ισχύουν αι αυταί διατάξεις. Οί παραβάται της παρούσης τιμωρούνται κατά τας διατάξεις του νόμου. Έκ του υπουργείου Εργασίας ανεκοινώθη ότι ή απόφασις αυτή εφαρμόζεται εις όλους τους κλάδους της ιδιωτικής οικονομίας και εις τας επιχειρήσεις κοινής ωφελείας. xyxy=(180,1808,349,2049)
number-line: 300 305 471 625 761 715 728 853 869 900 923 984 xyxy=(541,439,752,449)
table-cell: 117948 xyxy=(987,357,1016,367)
ad-star: Ο ΣΤΑΥΡΟΣ ΓΡΑΜΜΑΤΙΚΟΠΟΥΛΟΣ xyxy=(1129,1545,1390,1562)
table-cell: 17010 xyxy=(552,357,576,367)
table-cell: 24319 xyxy=(639,236,662,246)
table-cell: 3.000 xyxy=(945,255,969,265)
divider xyxy=(1069,981,1450,983)
article-text: ΣΥΝΕΧΕΙΑ ΕΚ ΤΗΣ ΣΕΛΙΔΟΣ. Ό κ. Παπαμιχαήλ είς επιστολήν του προς τας δημοσιογραφικάς ενώσεις εκφράζει την λύπην του διά το επεισόδιον. ΠΑΠΑΜΙΧΑΗΛ: Να έρθη εδώ. ΣΥΝΤΑΚΤΗΣ: Δεν έχω τίποτε να πω. Κατά την διάρκειαν της συζητήσεως ό συντάκτης εδέχθη επίθεσιν. Ό κ. Παπαμιχαήλ εζήτησε συγγνώμην και εδήλωσεν ότι ουδέποτε είχε πρόθεσιν να θίξη τον δημοσιογραφικόν κόσμον. Αι ενώσεις συντακτών εξέδωσαν ανακοίνωσιν καταδικάζουσαν το γεγονός και ζητούσαι την τιμωρίαν των υπευθύνων. Ή μαγνητοφωνημένη συνομιλία απεκαλύφθη ενώπιον των μελών της ενώσεως και των εκπροσώπων του Τύπου. ΠΑΠΑΜΙΧΑΗΛ: Ποιος σας είπε να γράψετε αυτά; ΣΥΝΤΑΚΤΗΣ: Είναι καθήκον μου. Το επεισόδιον έλαβε χώραν εις τα γραφεία της εφημερίδος την μεσημβρίαν της Πέμπτης, παρουσία και άλλων προσώπων τα οποία επεβεβαίωσαν τα γεγονότα. xyxy=(710,1030,873,1245)
article-label: ΑΡΘΡΟΝ 10 xyxy=(408,556,472,567)
cast-desc: το σπίτι του Άλλος xyxy=(1161,1728,1243,1737)
table-cell: 115302 xyxy=(987,319,1016,329)
table-cell: 3.000 xyxy=(1039,291,1063,301)
table-cell: 5.000 xyxy=(599,198,622,208)
training-title: Η ΙΔΡΥΣΙΣ ΕΙΣ ΘΕΣΣΑΛΟΝΙΚΗΝ ΚΕΝΤΡΟΥ ΤΑΧΥΡΡΥΘΜΟΥ ΕΚΠΑΙΔΕΥΣΕΩΣ ΤΩΝ ΕΡΓΑΤΩΝ xyxy=(1073,808,1446,837)
bullet-icon xyxy=(1099,1687,1108,1696)
table-cell: 53344 xyxy=(725,255,749,265)
table-cell: 10.000 xyxy=(681,189,709,199)
table-cell: 82057 xyxy=(812,375,835,385)
table-row xyxy=(538,237,1065,246)
table-cell: 3.000 xyxy=(1039,273,1063,283)
gold-price-row xyxy=(887,1378,1061,1388)
cast-desc: ή νκέϊσα με τά θαμμένα μάτια xyxy=(1190,1671,1318,1680)
table-cell: 3.000 xyxy=(599,282,622,292)
table-header: ΔΡΑΧ. xyxy=(577,178,623,189)
number-line: 96009 148 286 315 367 449 560 684 810 xyxy=(804,769,970,779)
article-text: Εις τας παραγράφους της υπηρεσίας αναφέρεται ότι ελήφθησαν τα αναγκαία μέτρα. Ο τραυματίας μετεφέρθη εις το νοσοκομείον όπου του παρεσχέθησαν αι πρώται βοήθειαι. Κατά την χθεσινήν ημέραν επραγματοποιήθησαν αι κανονικαί συνεδριάσεις των αρμοδίων επιτροπών της πόλεως. xyxy=(887,1418,1061,1491)
table-cell: 3.000 xyxy=(685,366,709,376)
table-cell: 122442 xyxy=(987,403,1016,413)
table-cell: 3.000 xyxy=(945,348,969,358)
article-label: ΤΟ ΕΠΕΙΣΟΔΙΟΝ xyxy=(747,1493,834,1503)
table-cell: 25463 xyxy=(639,264,662,274)
article-text: Οί αφιχθέντες εις Θεσσαλονίκην εκπρόσωποι της Διεθνούς Τραπέζης κ.κ. Τόρρες και Σάουν επεσκέφθησαν χθες την Βιομηχανικήν περιοχήν και ενημερώθησαν επί της καταστάσεως της βιομηχανίας. Εις την συνάντησιν μετείχον εκπρόσωποι του Βιομηχανικού Συνδέσμου και του Βιοτεχνικού Επιμελητηρίου, οι οποίοι ανέπτυξαν τα προβλήματα του κλάδου και τας δυνατότητας αναπτύξεως. Οί κ.κ. Τόρρες και Σάουν επεσκέφθησαν ακολούθως τα εργοστάσια της περιοχής και συνεζήτησαν με τους επιχειρηματίας τας προοπτικάς χρηματοδοτήσεως νέων επενδύσεων. xyxy=(1263,300,1446,426)
table-cell: 5.000 xyxy=(685,264,709,274)
table-cell: 3.000 xyxy=(1039,403,1063,413)
table-cell: 3.000 xyxy=(685,329,709,339)
table-cell: 29019 xyxy=(639,310,662,320)
article-text: Έκ της προηγουμένης αποφάσεως και των όρων των συλλογικών συμβάσεων έργασίας διά το έτος 1964 καθορίζεται όπως οί έργαζόμενοι λάβουν το δώρον Χριστουγέννων. Το δώρον καταβάλλεται εις τους μισθωτούς έκ μέρους των έργοδοτών μέχρι της 21ης Δεκεμβρίου, εις δε τους ήμερομισθίους έργάτας ίσον προς 25 ήμερομίσθια. Διά τους έργαζομένους επί χρονικόν διάστημα μικρότερον του έτους τό δώρον καταβάλλεται αναλόγως του χρόνου της απασχολήσεως. Οί υπάλληλοι λαμβάνουν μισθόν ενός μηνός, οί δε εργάται εις τους οποίους καταβάλλεται ήμερομίσθιον λαμβάνουν ποσόν ίσον προς τα όρια της συμβάσεως. Ή καταβολή του δώρου ενεργείται υπό των έργοδοτών άνευ κρατήσεων, πλην των ασφαλιστικών εισφορών. Διά τους απασχολουμένους με σύμβασιν ορισμένου χρόνου ισχύουν αι αυταί διατάξεις. Οί παραβάται της παρούσης τιμωρούνται κατά τας διατάξεις του νόμου. Έκ του υπουργείου Εργασίας ανεκοινώθη ότι ή απόφασις αυτή εφαρμόζεται εις όλους τους κλάδους της ιδιωτικής οικονομίας και εις τας επιχειρήσεις κοινής ωφελείας. xyxy=(356,1845,525,2086)
number-line: 99007 161 263 292 326 444 581 650 716 xyxy=(804,797,970,807)
guyana-article xyxy=(537,1978,1065,2044)
table-row xyxy=(538,189,1065,199)
number-line: 34023 34188 34215 34398 34421 34538 34977 xyxy=(541,714,725,724)
number-line: 111017 137 219 284 365 436 510 676 820 xyxy=(804,907,975,917)
number-line: 38006 38198 38279 38325 38482 38541 38857 xyxy=(541,751,725,761)
article-text: Την 9.45 π.μ. χθες κατά την διαδρομήν εις την εθνικήν οδόν ανετράπη στρατιωτικόν όχημα με αποτέλεσμα να φονευθή ο στρατιώτης και να τραυματισθούν ελαφρώς δύο έτεροι. ΑΘΗΝΑΙ, 11.— Την πρωΐαν της χθες ευρέθη νεκρά εντός της οικίας της ηλικιωμένη γυνή. ΚΟΡΙΝΘΟΣ, 11.— Γεωργός της περιοχής εφονεύθη όταν ανετράπη το τρακτέρ του. xyxy=(1073,497,1256,569)
number-line: 84018 139 203 288 314 410 537 691 757 xyxy=(804,659,970,669)
table-cell: 110603 xyxy=(987,245,1016,255)
number-line: 85001 112 270 296 348 495 545 603 886 xyxy=(804,668,970,678)
article-text: ΤΖΩΡΤΖΤΑΟΥΝ, Βρεταννική Γουϊάνα, 11.— Η αστυνομία και ο αγγλικός στρατός ετέθησαν εν συναγερμώ λόγω του πολιτικού αδιεξόδου, το οποίον προεκλήθη εκ της αρνήσεως του πρωθυπουργού να υποβάλη την παραίτησιν της κυβερνήσεώς του μετά τας εκλογάς. xyxy=(716,1980,885,2044)
cast-name: ΜΠΑΜΠΗΣ ΤΣΕΤΙΝΗΣ xyxy=(1116,1686,1245,1699)
table-cell: 13115 xyxy=(552,310,576,320)
cast-name: ΝΙΚΟΣ ΒΑΛΑΒΑΝΗΣ xyxy=(1116,1744,1235,1756)
number-line: 51044 51137 51282 51348 51437 51527 51892 xyxy=(541,870,725,880)
table-cell: 3.000 xyxy=(945,227,969,237)
column-rule xyxy=(533,55,534,2170)
gold-price-row xyxy=(887,1338,1061,1348)
shipping-title: ΜΕΤΡΑ ΑΣΦΑΛΕΙΑΣ ΤΗΣ ΝΑΥΣΙΠΛΟΪΑΣ xyxy=(908,1393,1040,1419)
table-cell: 3.000 xyxy=(852,282,875,292)
coin-name: Αγγλικής xyxy=(887,1337,925,1347)
table-cell: 118731 xyxy=(987,366,1016,376)
table-cell: 3.000 xyxy=(772,338,796,348)
number-line: 50023 50180 50278 50384 50405 50534 50710 xyxy=(541,861,725,871)
article-text: Έκ της προηγουμένης αποφάσεως και των όρων των συλλογικών συμβάσεων έργασίας διά το έτος 1964 καθορίζεται όπως οί έργαζόμενοι λάβουν το δώρον Χριστουγέννων. Το δώρον καταβάλλεται εις τους μισθωτούς έκ μέρους των έργοδοτών μέχρι της 21ης Δεκεμβρίου, εις δε τους ήμερομισθίους έργάτας ίσον προς 25 ήμερομίσθια. Διά τους έργαζομένους επί χρονικόν διάστημα μικρότερον του έτους τό δώρον καταβάλλεται αναλόγως του χρόνου της απασχολήσεως. Οί υπάλληλοι λαμβάνουν μισθόν ενός μηνός, οί δε εργάται εις τους οποίους καταβάλλεται ήμερομίσθιον λαμβάνουν ποσόν ίσον προς τα όρια της συμβάσεως. Ή καταβολή του δώρου ενεργείται υπό των έργοδοτών άνευ κρατήσεων, πλην των ασφαλιστικών εισφορών. Διά τους απασχολουμένους με σύμβασιν ορισμένου χρόνου ισχύουν αι αυταί διατάξεις. Οί παραβάται της παρούσης τιμωρούνται κατά τας διατάξεις του νόμου. Έκ του υπουργείου Εργασίας ανεκοινώθη ότι ή απόφασις αυτή εφαρμόζεται εις όλους τους κλάδους της ιδιωτικής οικονομίας και εις τας επιχειρήσεις κοινής ωφελείας. xyxy=(356,1585,525,1827)
small-prizes-title: ΚΕΡΔΗ ΔΡΑΧΜΩΝ 1500 xyxy=(683,418,918,437)
article-text: Έκ της προηγουμένης αποφάσεως και των όρων των συλλογικών συμβάσεων έργασίας διά το έτος 1964 καθορίζεται όπως οί έργαζόμενοι λάβουν το δώρον Χριστουγέννων. Το δώρον καταβάλλεται εις τους μισθωτούς έκ μέρους των έργοδοτών μέχρι της 21ης Δεκεμβρίου, εις δε τους ήμερομισθίους έργάτας ίσον προς 25 ήμερομίσθια. Διά τους έργαζομένους επί χρονικόν διάστημα μικρότερον του έτους τό δώρον καταβάλλεται αναλόγως του χρόνου της απασχολήσεως. Οί υπάλληλοι λαμβάνουν μισθόν ενός μηνός, οί δε εργάται εις τους οποίους καταβάλλεται ήμερομίσθιον λαμβάνουν ποσόν ίσον προς τα όρια της συμβάσεως. Ή καταβολή του δώρου ενεργείται υπό των έργοδοτών άνευ κρατήσεων, πλην των ασφαλιστικών εισφορών. Διά τους απασχολουμένους με σύμβασιν ορισμένου χρόνου ισχύουν αι αυταί διατάξεις. Οί παραβάται της παρούσης τιμωρούνται κατά τας διατάξεις του νόμου. Έκ του υπουργείου Εργασίας ανεκοινώθη ότι ή απόφασις αυτή εφαρμόζεται εις όλους τους κλάδους της ιδιωτικής οικονομίας και εις τας επιχειρήσεις κοινής ωφελείας. xyxy=(356,2085,525,2327)
table-cell: 102271 xyxy=(894,375,923,385)
divider xyxy=(537,1944,1065,1946)
article-text: ΣΥΝΕΧΕΙΑ ΕΚ ΤΗΣ ΣΕΛΙΔΟΣ. Ό κ. Παπαμιχαήλ είς επιστολήν του προς τας δημοσιογραφικάς ενώσεις εκφράζει την λύπην του διά το επεισόδιον. ΠΑΠΑΜΙΧΑΗΛ: Να έρθη εδώ. ΣΥΝΤΑΚΤΗΣ: Δεν έχω τίποτε να πω. Κατά την διάρκειαν της συζητήσεως ό συντάκτης εδέχθη επίθεσιν. Ό κ. Παπαμιχαήλ εζήτησε συγγνώμην και εδήλωσεν ότι ουδέποτε είχε πρόθεσιν να θίξη τον δημοσιογραφικόν κόσμον. Αι ενώσεις συντακτών εξέδωσαν ανακοίνωσιν καταδικάζουσαν το γεγονός και ζητούσαι την τιμωρίαν των υπευθύνων. Ή μαγνητοφωνημένη συνομιλία απεκαλύφθη ενώπιον των μελών της ενώσεως και των εκπροσώπων του Τύπου. ΠΑΠΑΜΙΧΑΗΛ: Ποιος σας είπε να γράψετε αυτά; ΣΥΝΤΑΚΤΗΣ: Είναι καθήκον μου. Το επεισόδιον έλαβε χώραν εις τα γραφεία της εφημερίδος την μεσημβρίαν της Πέμπτης, παρουσία και άλλων προσώπων τα οποία επεβεβαίωσαν τα γεγονότα. xyxy=(541,1262,703,1477)
ad-starring: ΠΡΩΤΑΓΩΝΙΣΤΟΥΝ: xyxy=(1216,1605,1303,1615)
table-cell: 82566 xyxy=(812,384,835,394)
table-cell: 29135 xyxy=(639,319,662,329)
table-cell: 50868 xyxy=(725,245,749,255)
coin-price: 255,00—256,00 xyxy=(1001,1377,1061,1387)
